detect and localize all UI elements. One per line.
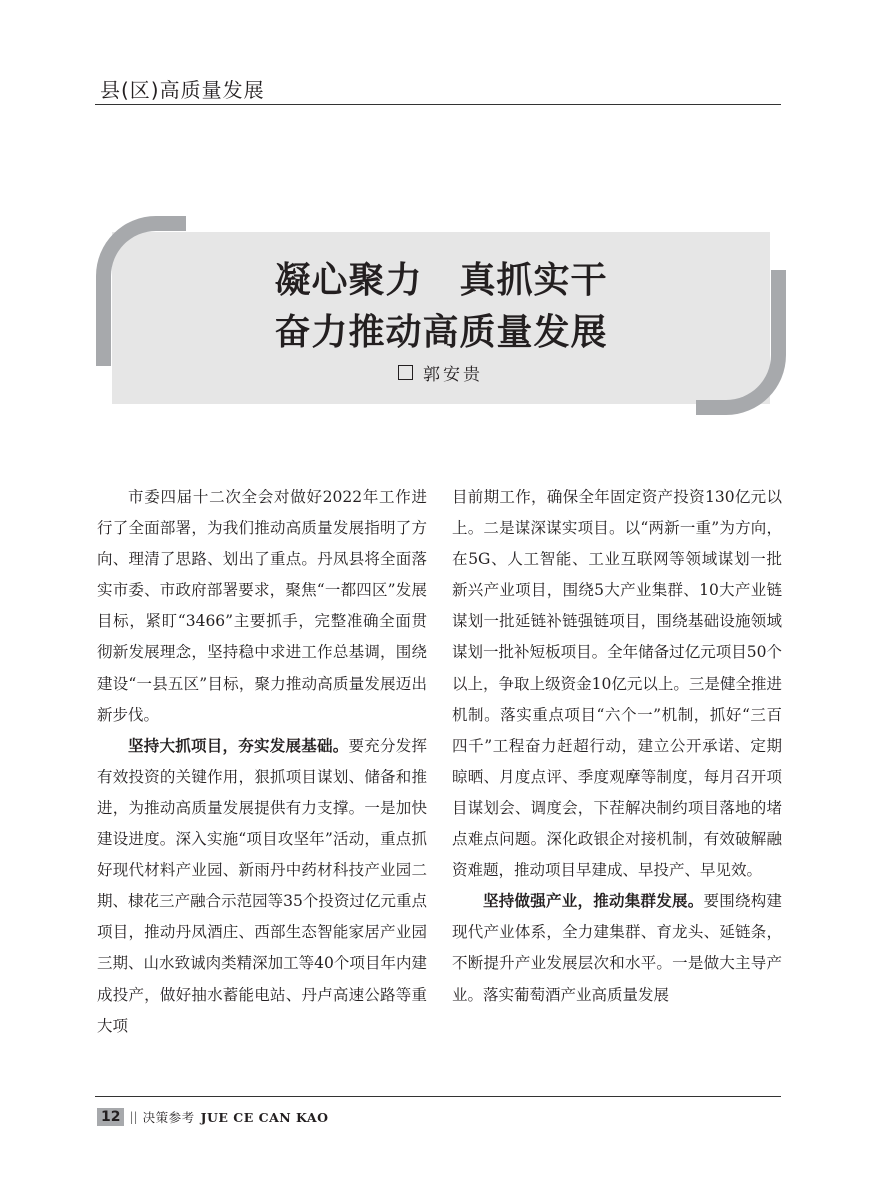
header-rule [95, 104, 781, 105]
article-column-left [97, 482, 427, 1042]
article-title-line-2: 奋力推动高质量发展 [274, 311, 608, 353]
page-number: 12 [97, 1108, 124, 1126]
section-header: 县(区)高质量发展 [100, 78, 265, 102]
article-column-right [452, 482, 782, 1011]
paragraph: 市委四届十二次全会对做好2022年工作进行了全面部署，为我们推动高质量发展指明了方向、理清了思路、划出了重点。丹凤县将全面落实市委、市政府部署要求，聚焦“一都四区”发展目标，紧盯“3466”主要抓手，完整准确全面贯彻新发展理念，坚持稳中求进工作总基调，围绕建设“一县五区”目标，聚力推动高质量发展迈出新步伐。 [97, 488, 427, 724]
author-name: 郭安贵 [423, 365, 483, 385]
paragraph: 坚持大抓项目，夯实发展基础。要充分发挥有效投资的关键作用，狠抓项目谋划、储备和推进，为推动高质量发展提供有力支撑。一是加快建设进度。深入实施“项目攻坚年”活动，重点抓好现代材料产业园、新雨丹中药材科技产业园二期、棣花三产融合示范园等35个投资过亿元重点项目，推动丹凤酒庄、西部生态智能家居产业园三期、山水致诚肉类精深加工等40个项目年内建成投产，做好抽水蓄能电站、丹卢高速公路等重大项 [97, 736, 427, 1035]
paragraph: 坚持做强产业，推动集群发展。要围绕构建现代产业体系，全力建集群、育龙头、延链条，不断提升产业发展层次和水平。一是做大主导产业。落实葡萄酒产业高质量发展 [452, 892, 782, 1004]
footer-rule [95, 1096, 781, 1097]
footer-separator: || [129, 1110, 138, 1124]
journal-name: 决策参考 [142, 1110, 195, 1125]
author-byline [398, 360, 483, 385]
article-title-line-1: 凝心聚力 真抓实干 [274, 259, 608, 301]
page-footer [97, 1108, 329, 1126]
paragraph-heading: 坚持做强产业，推动集群发展。 [483, 892, 704, 911]
square-bullet-icon [398, 365, 413, 380]
paragraph: 目前期工作，确保全年固定资产投资130亿元以上。二是谋深谋实项目。以“两新一重”为方向，在5G、人工智能、工业互联网等领域谋划一批新兴产业项目，围绕5大产业集群、10大产业链谋划一批延链补链强链项目，围绕基础设施领域谋划一批补短板项目。全年储备过亿元项目50个以上，争取上级资金10亿元以上。三是健全推进机制。落实重点项目“六个一”机制，抓好“三百四千”工程奋力赶超行动，建立公开承诺、定期晾晒、月度点评、季度观摩等制度，每月召开项目谋划会、调度会，下茬解决制约项目落地的堵点难点问题。深化政银企对接机制，有效破解融资难题，推动项目早建成、早投产、早见效。 [452, 488, 782, 880]
paragraph-heading: 坚持大抓项目，夯实发展基础。 [128, 736, 349, 755]
journal-pinyin: JUE CE CAN KAO [200, 1109, 329, 1125]
